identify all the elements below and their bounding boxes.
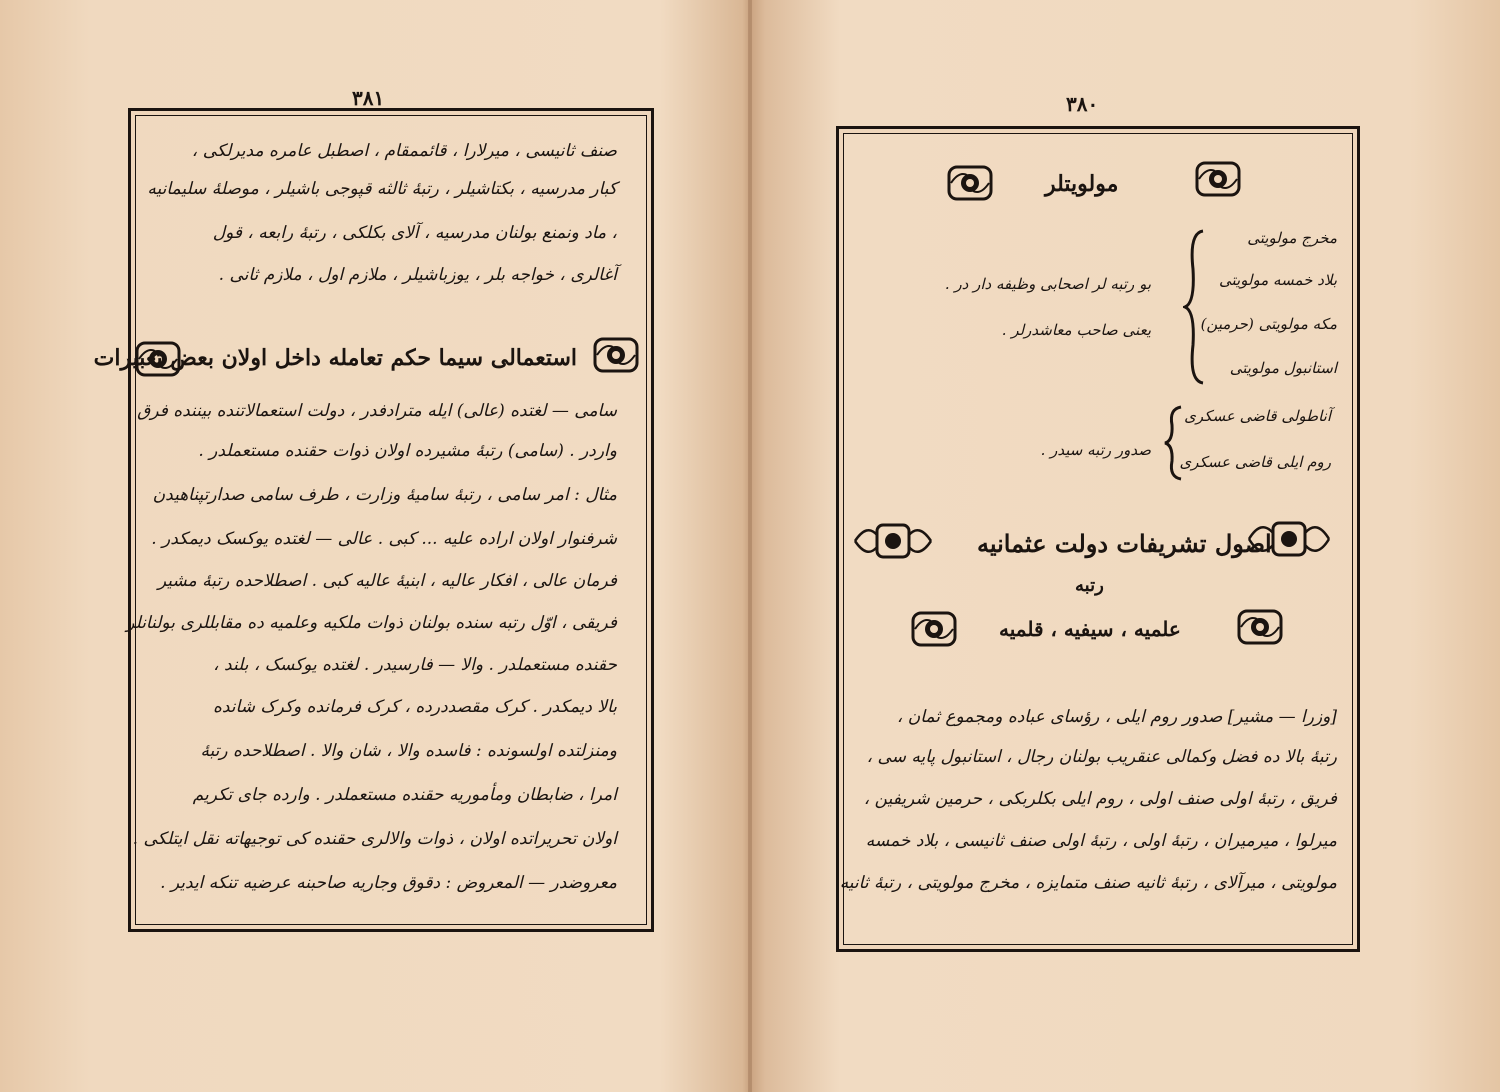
text-line: حقنده مستعملدر . والا — فارسیدر . لغتده یوکسک ، بلند ،: [213, 655, 617, 675]
list-item: بلاد خمسه مولویتی: [1218, 271, 1337, 289]
right-body-paragraph: [839, 707, 1337, 899]
text-line: مثال : امر سامی ، رتبهٔ سامیهٔ وزارت ، طرف سامی صدارتپناهیدن: [152, 485, 617, 505]
left-page-frame: [93, 108, 654, 932]
text-line: کبار مدرسیه ، بکتاشیلر ، رتبهٔ ثالثه قپوجی باشیلر ، موصلهٔ سلیمانیه: [147, 179, 617, 199]
right-page-number: ۳۸۰: [1066, 92, 1099, 116]
list-item: مکه مولویتی (حرمین): [1200, 315, 1337, 333]
group-one-description: یعنی صاحب معاشدرلر .: [1001, 321, 1151, 339]
left-body-paragraph: [126, 401, 617, 903]
text-line: صنف ثانیسی ، میرلارا ، قائممقام ، اصطبل عامره مدیرلکی ،: [191, 141, 617, 161]
right-top-heading: مولویتلر: [1045, 171, 1119, 197]
ornament-icon: [947, 163, 993, 203]
ornament-icon: [1195, 159, 1241, 199]
text-line: فریق ، رتبهٔ اولی صنف اولی ، روم ایلی بکلربکی ، حرمین شریفین ،: [863, 789, 1337, 809]
text-line: اولان تحریراتده اولان ، ذوات والالری حقنده کی توجیهاته نقل ایتلکی .: [132, 829, 617, 849]
group-two-description: صدور رتبه سیدر .: [1040, 441, 1151, 459]
ornament-icon: [1237, 607, 1283, 647]
book-spine: [748, 0, 752, 1092]
text-line: [وزرا — مشیر] صدور روم ایلی ، رؤسای عباده ومجموع ثمان ،: [896, 707, 1337, 727]
right-sub-heading-rank: رتبه: [1075, 575, 1104, 596]
brace-icon: [1183, 229, 1207, 385]
text-line: ، ماد ونمنع بولنان مدرسیه ، آلای بکلکی ، رتبهٔ رابعه ، قول: [212, 223, 617, 243]
right-main-heading: اصول تشریفات دولت عثمانیه: [977, 529, 1272, 558]
right-page-frame: [836, 126, 1360, 952]
text-line: مولویتی ، میرآلای ، رتبهٔ ثانیه صنف متمایزه ، مخرج مولویتی ، رتبهٔ ثانیه: [839, 873, 1337, 893]
text-line: ومنزلتده اولسونده : فاسده والا ، شان والا . اصطلاحده رتبهٔ: [200, 741, 617, 761]
text-line: معروضدر — المعروض : دقوق وجاریه صاحبنه عرضیه تنکه ایدیر .: [160, 873, 617, 893]
left-section-heading: استعمالی سیما حکم تعامله داخل اولان بعض تعبیرات: [93, 345, 577, 371]
ornament-icon: [1247, 513, 1331, 565]
text-line: واردر . (سامی) رتبهٔ مشیرده اولان ذوات حقنده مستعملدر .: [198, 441, 617, 461]
ornament-icon: [911, 609, 957, 649]
text-line: شرفنوار اولان اراده علیه ... کبی . عالی — لغتده یوکسک دیمکدر .: [151, 529, 617, 549]
text-line: فرمان عالی ، افکار عالیه ، ابنیهٔ عالیه کبی . اصطلاحده رتبهٔ مشیر: [157, 571, 617, 591]
ornament-icon: [853, 517, 933, 565]
left-page-number: ۳۸۱: [352, 86, 385, 110]
list-item: آناطولی قاضی عسکری: [1184, 407, 1331, 425]
text-line: آغالری ، خواجه بلر ، یوزباشیلر ، ملازم اول ، ملازم ثانی .: [218, 265, 617, 285]
left-top-paragraph: [147, 141, 617, 303]
text-line: فریقی ، اوّل رتبه سنده بولنان ذوات ملکیه وعلمیه ده مقابللری بولنانلر: [126, 613, 617, 633]
text-line: رتبهٔ بالا ده فضل وکمالی عنقریب بولنان رجال ، استانبول پایه سی ،: [866, 747, 1337, 767]
text-line: بالا دیمکدر . کرک مقصددرده ، کرک فرمانده وکرک شانده: [212, 697, 617, 717]
list-item: استانبول مولویتی: [1229, 359, 1337, 377]
text-line: میرلوا ، میرمیران ، رتبهٔ اولی ، رتبهٔ اولی صنف ثانیسی ، بلاد خمسه: [865, 831, 1337, 851]
ornament-icon: [593, 335, 639, 375]
right-sub-heading-classes: علمیه ، سیفیه ، قلمیه: [999, 617, 1181, 641]
text-line: امرا ، ضابطان ومأموریه حقنده مستعملدر . وارده جای تکریم: [192, 785, 617, 805]
text-line: سامی — لغتده (عالی) ایله مترادفدر ، دولت استعمالاتنده بیننده فرق: [137, 401, 617, 421]
brace-icon: [1163, 405, 1183, 481]
list-item: روم ایلی قاضی عسکری: [1179, 453, 1331, 471]
list-item: مخرج مولویتی: [1247, 229, 1337, 247]
group-one-description: بو رتبه لر اصحابی وظیفه دار در .: [944, 275, 1151, 293]
